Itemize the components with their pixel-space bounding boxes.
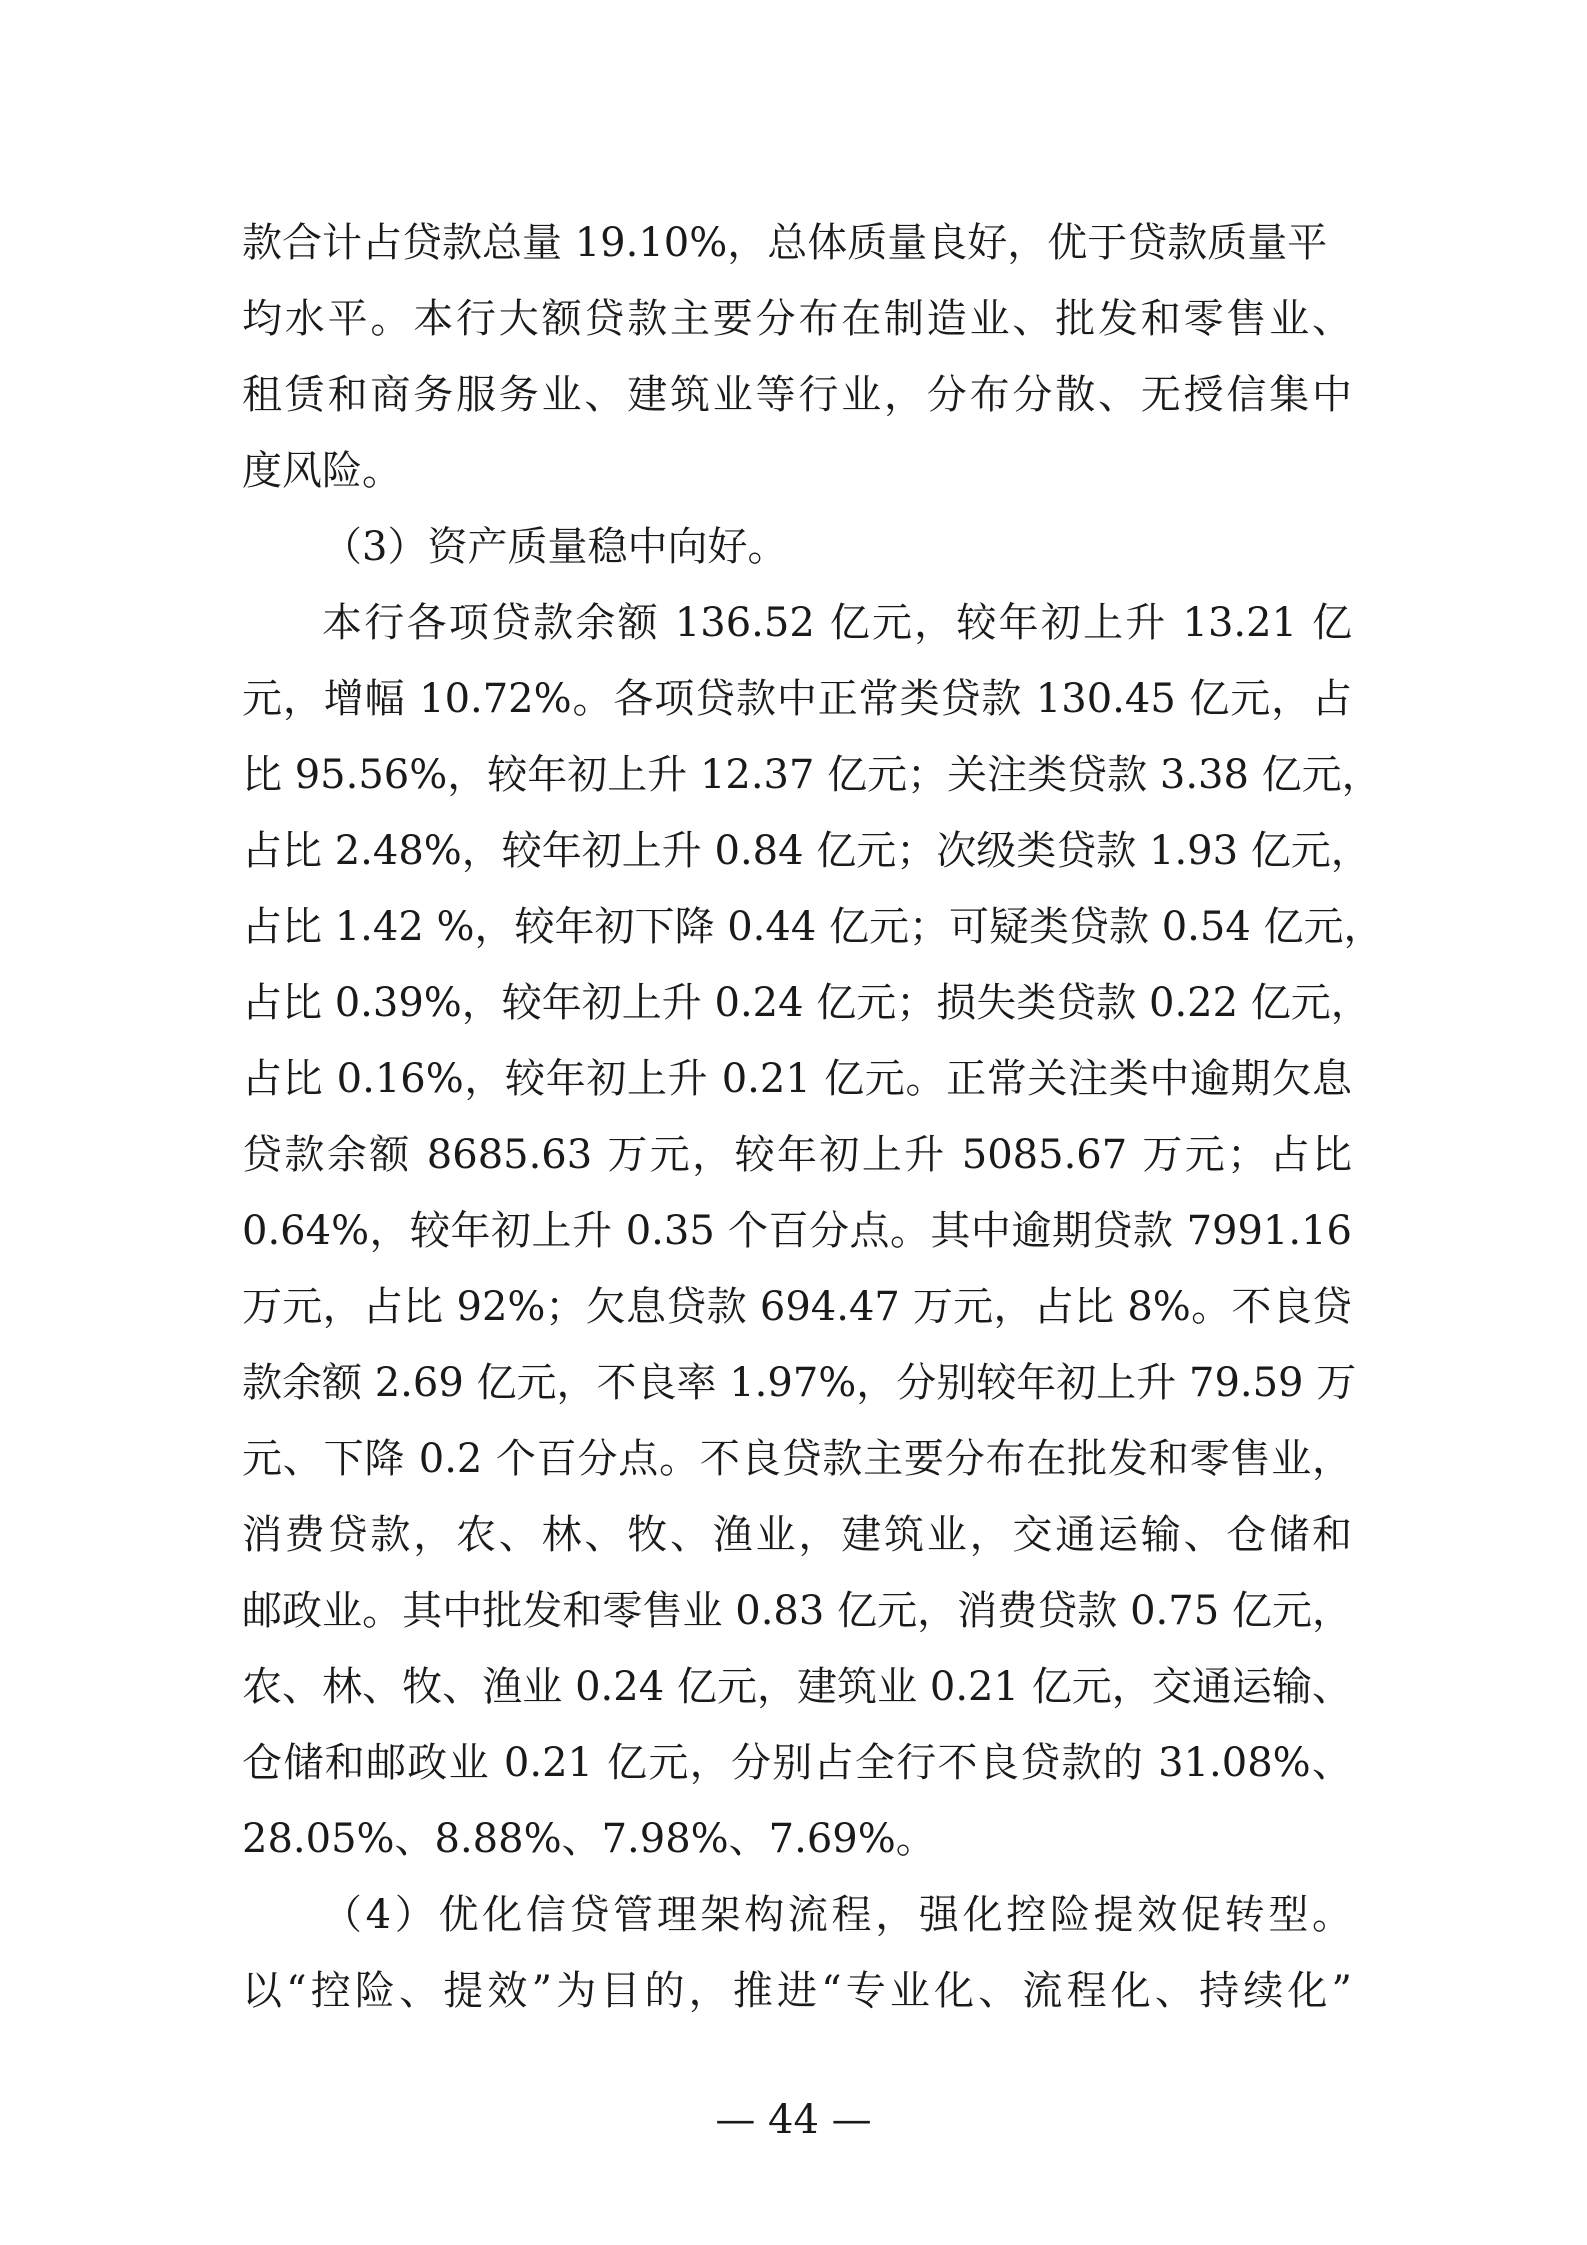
text-line: 款合计占贷款总量 19.10%，总体质量良好，优于贷款质量平 bbox=[242, 220, 1328, 266]
text-line: 比 95.56%，较年初上升 12.37 亿元；关注类贷款 3.38 亿元， bbox=[242, 752, 1382, 798]
page-number: — 44 — bbox=[715, 2097, 872, 2143]
text-line: 占比 2.48%，较年初上升 0.84 亿元；次级类贷款 1.93 亿元， bbox=[242, 828, 1371, 874]
text-line: 租赁和商务服务业、建筑业等行业，分布分散、无授信集中 bbox=[242, 372, 1352, 418]
section-heading: （4）优化信贷管理架构流程，强化控险提效促转型。 bbox=[322, 1892, 1352, 1938]
text-line: 28.05%、8.88%、7.98%、7.69%。 bbox=[242, 1816, 936, 1862]
text-line: 农、林、牧、渔业 0.24 亿元，建筑业 0.21 亿元，交通运输、 bbox=[242, 1664, 1352, 1710]
text-line: 占比 0.39%，较年初上升 0.24 亿元；损失类贷款 0.22 亿元， bbox=[242, 980, 1371, 1026]
text-line: 度风险。 bbox=[242, 448, 402, 494]
text-line: 占比 0.16%，较年初上升 0.21 亿元。正常关注类中逾期欠息 bbox=[242, 1056, 1352, 1102]
text-line: 元，增幅 10.72%。各项贷款中正常类贷款 130.45 亿元，占 bbox=[242, 676, 1352, 722]
text-line: 占比 1.42 %，较年初下降 0.44 亿元；可疑类贷款 0.54 亿元， bbox=[242, 904, 1384, 950]
section-heading: （3）资产质量稳中向好。 bbox=[322, 524, 788, 570]
text-line: 以“控险、提效”为目的，推进“专业化、流程化、持续化” bbox=[242, 1968, 1352, 2014]
text-line: 邮政业。其中批发和零售业 0.83 亿元，消费贷款 0.75 亿元， bbox=[242, 1588, 1352, 1634]
text-line: 均水平。本行大额贷款主要分布在制造业、批发和零售业、 bbox=[242, 296, 1352, 342]
text-line: 仓储和邮政业 0.21 亿元，分别占全行不良贷款的 31.08%、 bbox=[242, 1740, 1352, 1786]
text-line: 元、下降 0.2 个百分点。不良贷款主要分布在批发和零售业， bbox=[242, 1436, 1352, 1482]
text-line: 本行各项贷款余额 136.52 亿元，较年初上升 13.21 亿 bbox=[322, 600, 1352, 646]
text-line: 贷款余额 8685.63 万元，较年初上升 5085.67 万元；占比 bbox=[242, 1132, 1352, 1178]
text-line: 万元，占比 92%；欠息贷款 694.47 万元，占比 8%。不良贷 bbox=[242, 1284, 1352, 1330]
text-line: 消费贷款，农、林、牧、渔业，建筑业，交通运输、仓储和 bbox=[242, 1512, 1352, 1558]
text-line: 0.64%，较年初上升 0.35 个百分点。其中逾期贷款 7991.16 bbox=[242, 1208, 1352, 1254]
text-line: 款余额 2.69 亿元，不良率 1.97%，分别较年初上升 79.59 万 bbox=[242, 1360, 1357, 1406]
